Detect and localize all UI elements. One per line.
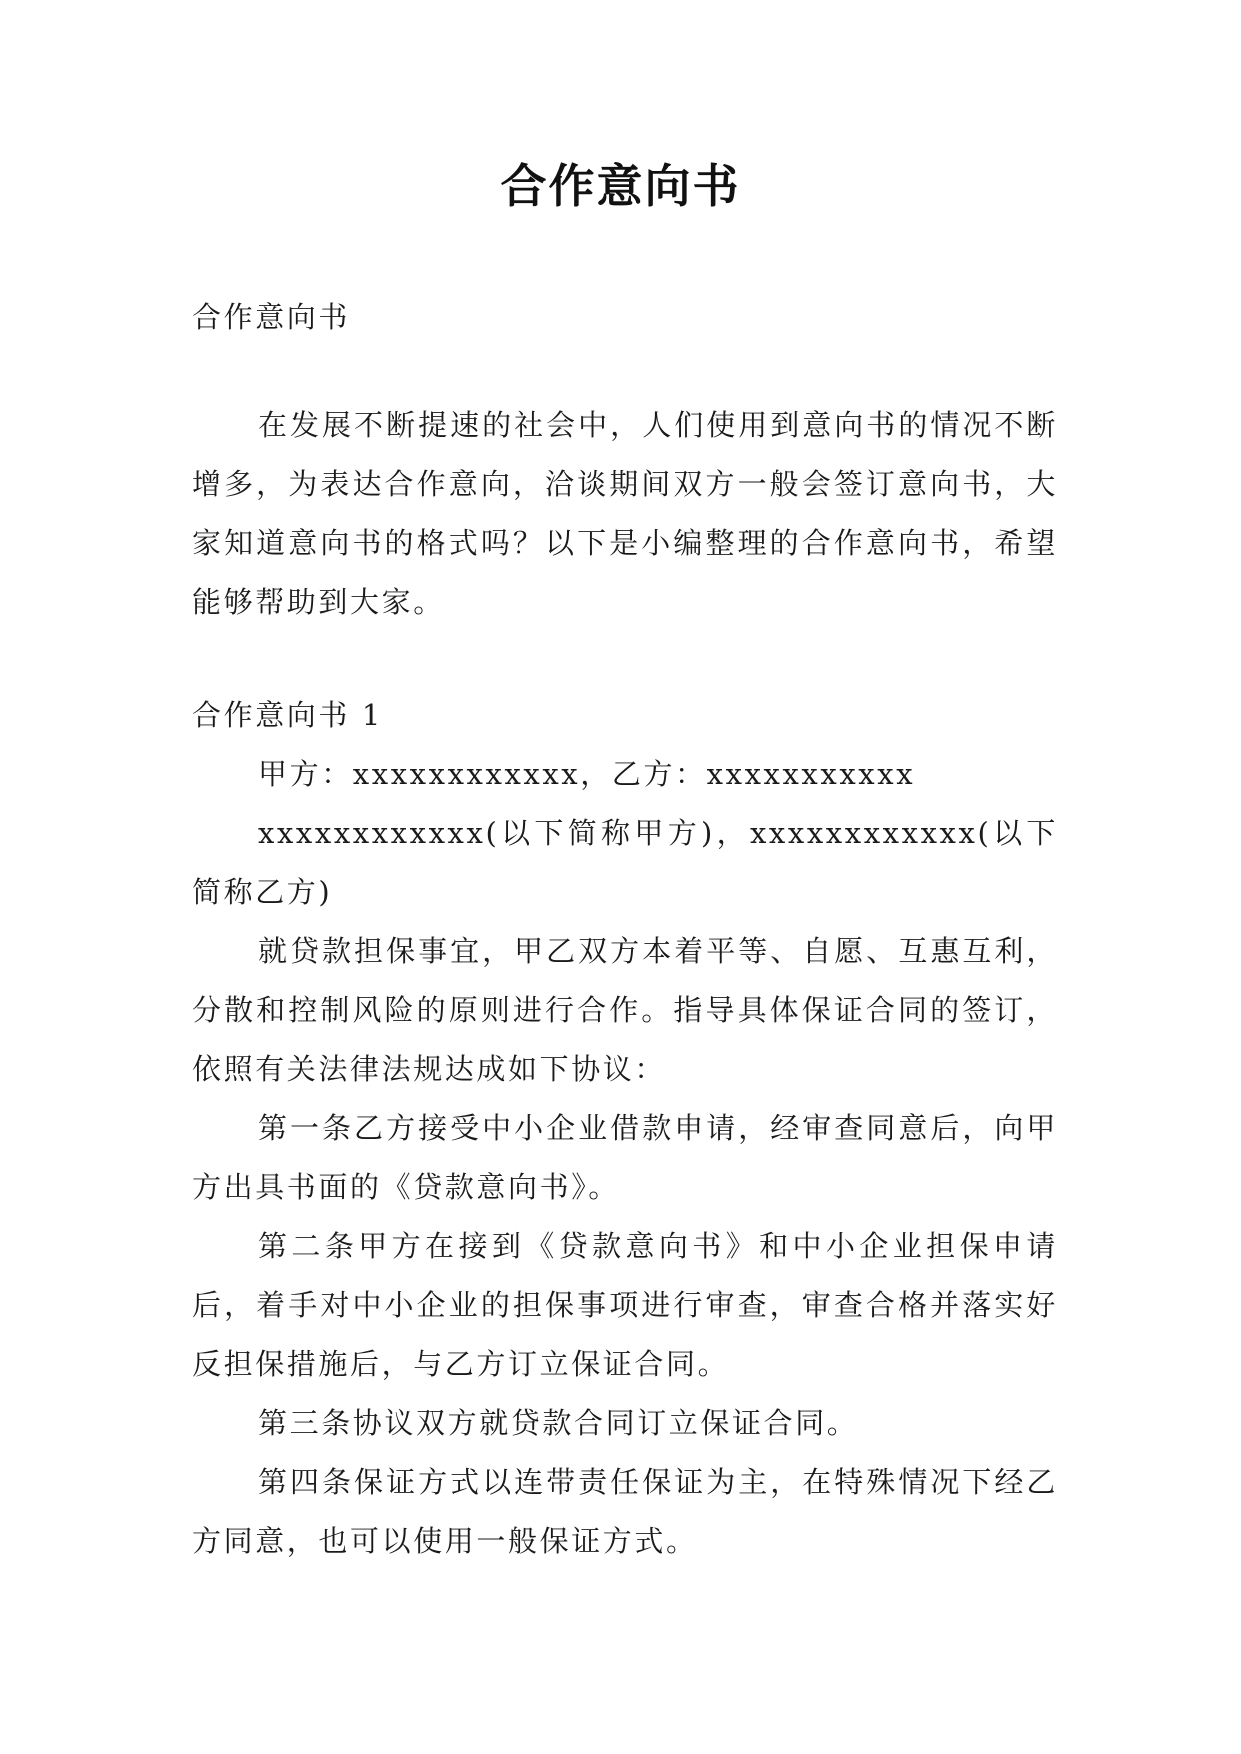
parties-line: 甲方：xxxxxxxxxxxx，乙方：xxxxxxxxxxx [258,757,916,791]
article-2: 第二条甲方在接到《贷款意向书》和中小企业担保申请后，着手对中小企业的担保事项进行审查，审查合格并落实好反担保措施后，与乙方订立保证合同。 [192,1229,1058,1381]
intro-text: 在发展不断提速的社会中，人们使用到意向书的情况不断增多，为表达合作意向，洽谈期间双方一般会签订意向书，大家知道意向书的格式吗？以下是小编整理的合作意向书，希望能够帮助到大家。 [192,408,1058,619]
intro-paragraph [192,396,1058,632]
subtitle-text: 合作意向书 [192,300,351,334]
section-heading: 合作意向书 1 [192,698,383,732]
section-1 [192,686,1058,1571]
document-title: 合作意向书 [500,159,741,213]
parties-abbrev-line: xxxxxxxxxxxx(以下简称甲方)，xxxxxxxxxxxx(以下简称乙方) [192,816,1058,909]
article-4: 第四条保证方式以连带责任保证为主，在特殊情况下经乙方同意，也可以使用一般保证方式。 [192,1465,1058,1558]
document-subtitle [192,288,1058,347]
preamble-paragraph: 就贷款担保事宜，甲乙双方本着平等、自愿、互惠互利，分散和控制风险的原则进行合作。指导具体保证合同的签订，依照有关法律法规达成如下协议： [192,934,1058,1086]
article-1: 第一条乙方接受中小企业借款申请，经审查同意后，向甲方出具书面的《贷款意向书》。 [192,1111,1058,1204]
article-3: 第三条协议双方就贷款合同订立保证合同。 [258,1406,859,1440]
